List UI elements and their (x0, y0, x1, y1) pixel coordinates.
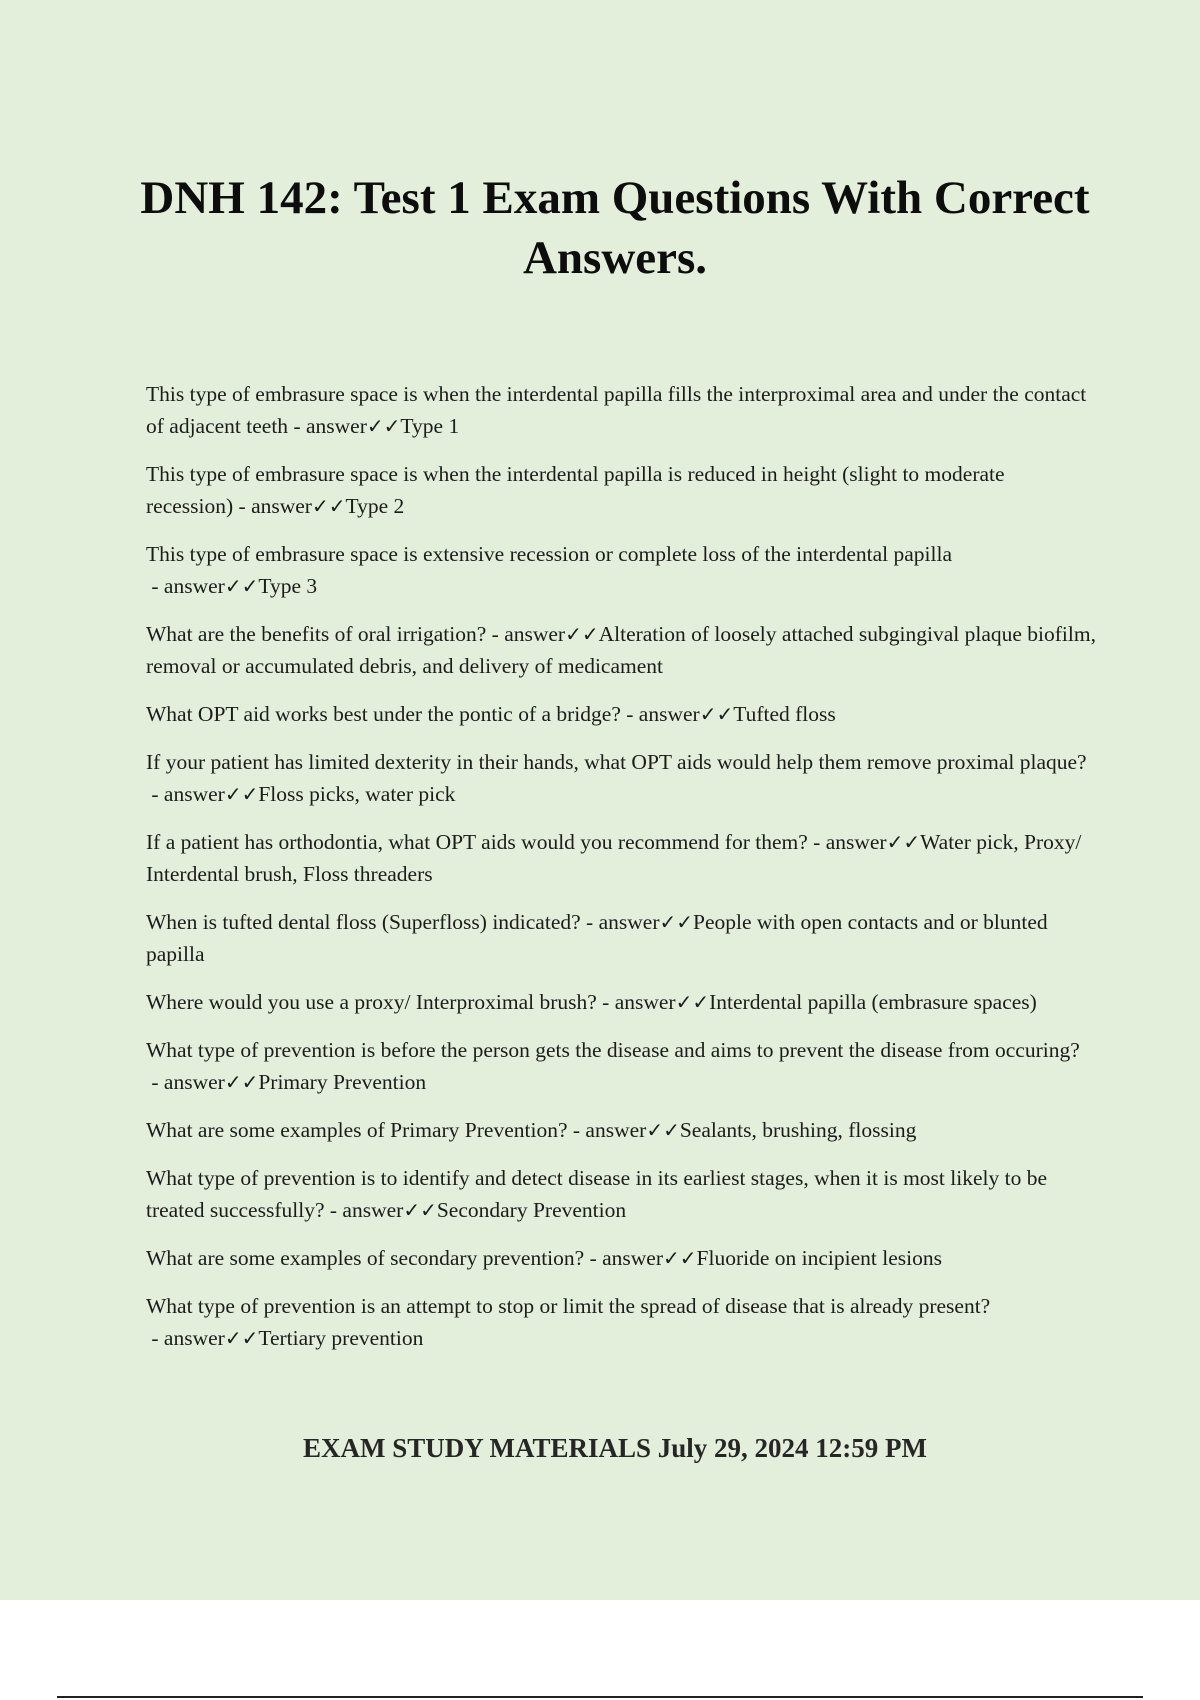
separator: - (146, 574, 164, 598)
separator: - (146, 1070, 164, 1094)
qa-item (146, 1162, 1096, 1226)
answer-label: answer (342, 1198, 404, 1222)
answer-label: answer (163, 1326, 225, 1350)
question-text: What are some examples of secondary prevention? (146, 1246, 585, 1270)
check-mark-icon: ✓✓ (224, 1070, 259, 1094)
answer-text: Alteration of loosely attached subgingival plaque biofilm, removal or accumulated debris, and delivery of medicament (146, 622, 1096, 678)
answer-text: Water pick, Proxy/ Interdental brush, Floss threaders (146, 830, 1082, 886)
question-text: This type of embrasure space is when the interdental papilla is reduced in height (slight to moderate recession) (146, 462, 1005, 518)
answer-text: People with open contacts and or blunted papilla (146, 910, 1048, 966)
check-mark-icon: ✓✓ (403, 1198, 437, 1222)
question-text: If a patient has orthodontia, what OPT aids would you recommend for them? (146, 830, 808, 854)
answer-label: answer (598, 910, 660, 934)
qa-item (146, 1242, 1096, 1274)
qa-item (146, 826, 1096, 890)
qa-item (146, 1034, 1096, 1098)
separator: - (146, 782, 164, 806)
qa-item (146, 746, 1096, 810)
qa-item (146, 378, 1096, 442)
question-text: Where would you use a proxy/ Interproximal brush? (146, 990, 597, 1014)
answer-text: Tertiary prevention (258, 1326, 424, 1350)
answer-text: Primary Prevention (258, 1070, 427, 1094)
separator: - (567, 1118, 586, 1142)
bottom-divider (57, 1696, 1143, 1698)
qa-item (146, 906, 1096, 970)
answer-label: answer (163, 782, 225, 806)
separator: - (807, 830, 826, 854)
check-mark-icon: ✓✓ (699, 702, 734, 726)
qa-item (146, 618, 1096, 682)
answer-text: Sealants, brushing, flossing (679, 1118, 917, 1142)
footer-stamp: EXAM STUDY MATERIALS July 29, 2024 12:59 PM (302, 1433, 928, 1463)
separator: - (486, 622, 505, 646)
page-title: DNH 142: Test 1 Exam Questions With Correct Answers. (140, 172, 1090, 284)
answer-text: Secondary Prevention (436, 1198, 627, 1222)
question-text: This type of embrasure space is when the interdental papilla fills the interproximal area and under the contact of adjacent teeth (146, 382, 1087, 438)
check-mark-icon: ✓✓ (659, 910, 693, 934)
check-mark-icon: ✓✓ (565, 622, 599, 646)
qa-item (146, 986, 1096, 1018)
qa-item (146, 698, 1096, 730)
answer-text: Tufted floss (733, 702, 836, 726)
answer-label: answer (614, 990, 676, 1014)
check-mark-icon: ✓✓ (366, 414, 401, 438)
question-text: What type of prevention is an attempt to stop or limit the spread of disease that is already present? (146, 1294, 991, 1318)
separator: - (596, 990, 615, 1014)
check-mark-icon: ✓✓ (224, 574, 259, 598)
check-mark-icon: ✓✓ (886, 830, 921, 854)
separator: - (146, 1326, 164, 1350)
answer-text: Interdental papilla (embrasure spaces) (709, 990, 1037, 1014)
qa-item (146, 538, 1096, 602)
separator: - (288, 414, 306, 438)
separator: - (233, 494, 252, 518)
answer-text: Type 2 (345, 494, 405, 518)
answer-label: answer (638, 702, 700, 726)
qa-item (146, 1290, 1096, 1354)
answer-label: answer (585, 1118, 647, 1142)
answer-label: answer (163, 574, 225, 598)
question-text: What type of prevention is to identify and detect disease in its earliest stages, when it is most likely to be treated successfully? (146, 1166, 1047, 1222)
qa-list (146, 378, 1096, 1370)
check-mark-icon: ✓✓ (646, 1118, 680, 1142)
check-mark-icon: ✓✓ (224, 782, 259, 806)
answer-label: answer (251, 494, 312, 518)
answer-label: answer (163, 1070, 225, 1094)
check-mark-icon: ✓✓ (663, 1246, 697, 1270)
question-text: If your patient has limited dexterity in their hands, what OPT aids would help them remove proximal plaque? (146, 750, 1087, 774)
qa-item (146, 1114, 1096, 1146)
check-mark-icon: ✓✓ (675, 990, 710, 1014)
question-text: When is tufted dental floss (Superfloss) indicated? (146, 910, 581, 934)
question-text: This type of embrasure space is extensive recession or complete loss of the interdental papilla (146, 542, 952, 566)
question-text: What OPT aid works best under the pontic of a bridge? (146, 702, 621, 726)
check-mark-icon: ✓✓ (224, 1326, 259, 1350)
separator: - (580, 910, 599, 934)
answer-text: Type 1 (400, 414, 460, 438)
answer-label: answer (602, 1246, 663, 1270)
separator: - (584, 1246, 603, 1270)
question-text: What are the benefits of oral irrigation? (146, 622, 487, 646)
question-text: What are some examples of Primary Prevention? (146, 1118, 568, 1142)
answer-label: answer (825, 830, 887, 854)
question-text: What type of prevention is before the person gets the disease and aims to prevent the disease from occuring? (146, 1038, 1080, 1062)
answer-text: Type 3 (258, 574, 318, 598)
answer-label: answer (305, 414, 367, 438)
check-mark-icon: ✓✓ (311, 494, 346, 518)
answer-label: answer (504, 622, 566, 646)
qa-item (146, 458, 1096, 522)
separator: - (620, 702, 639, 726)
separator: - (324, 1198, 343, 1222)
answer-text: Fluoride on incipient lesions (696, 1246, 942, 1270)
answer-text: Floss picks, water pick (258, 782, 456, 806)
